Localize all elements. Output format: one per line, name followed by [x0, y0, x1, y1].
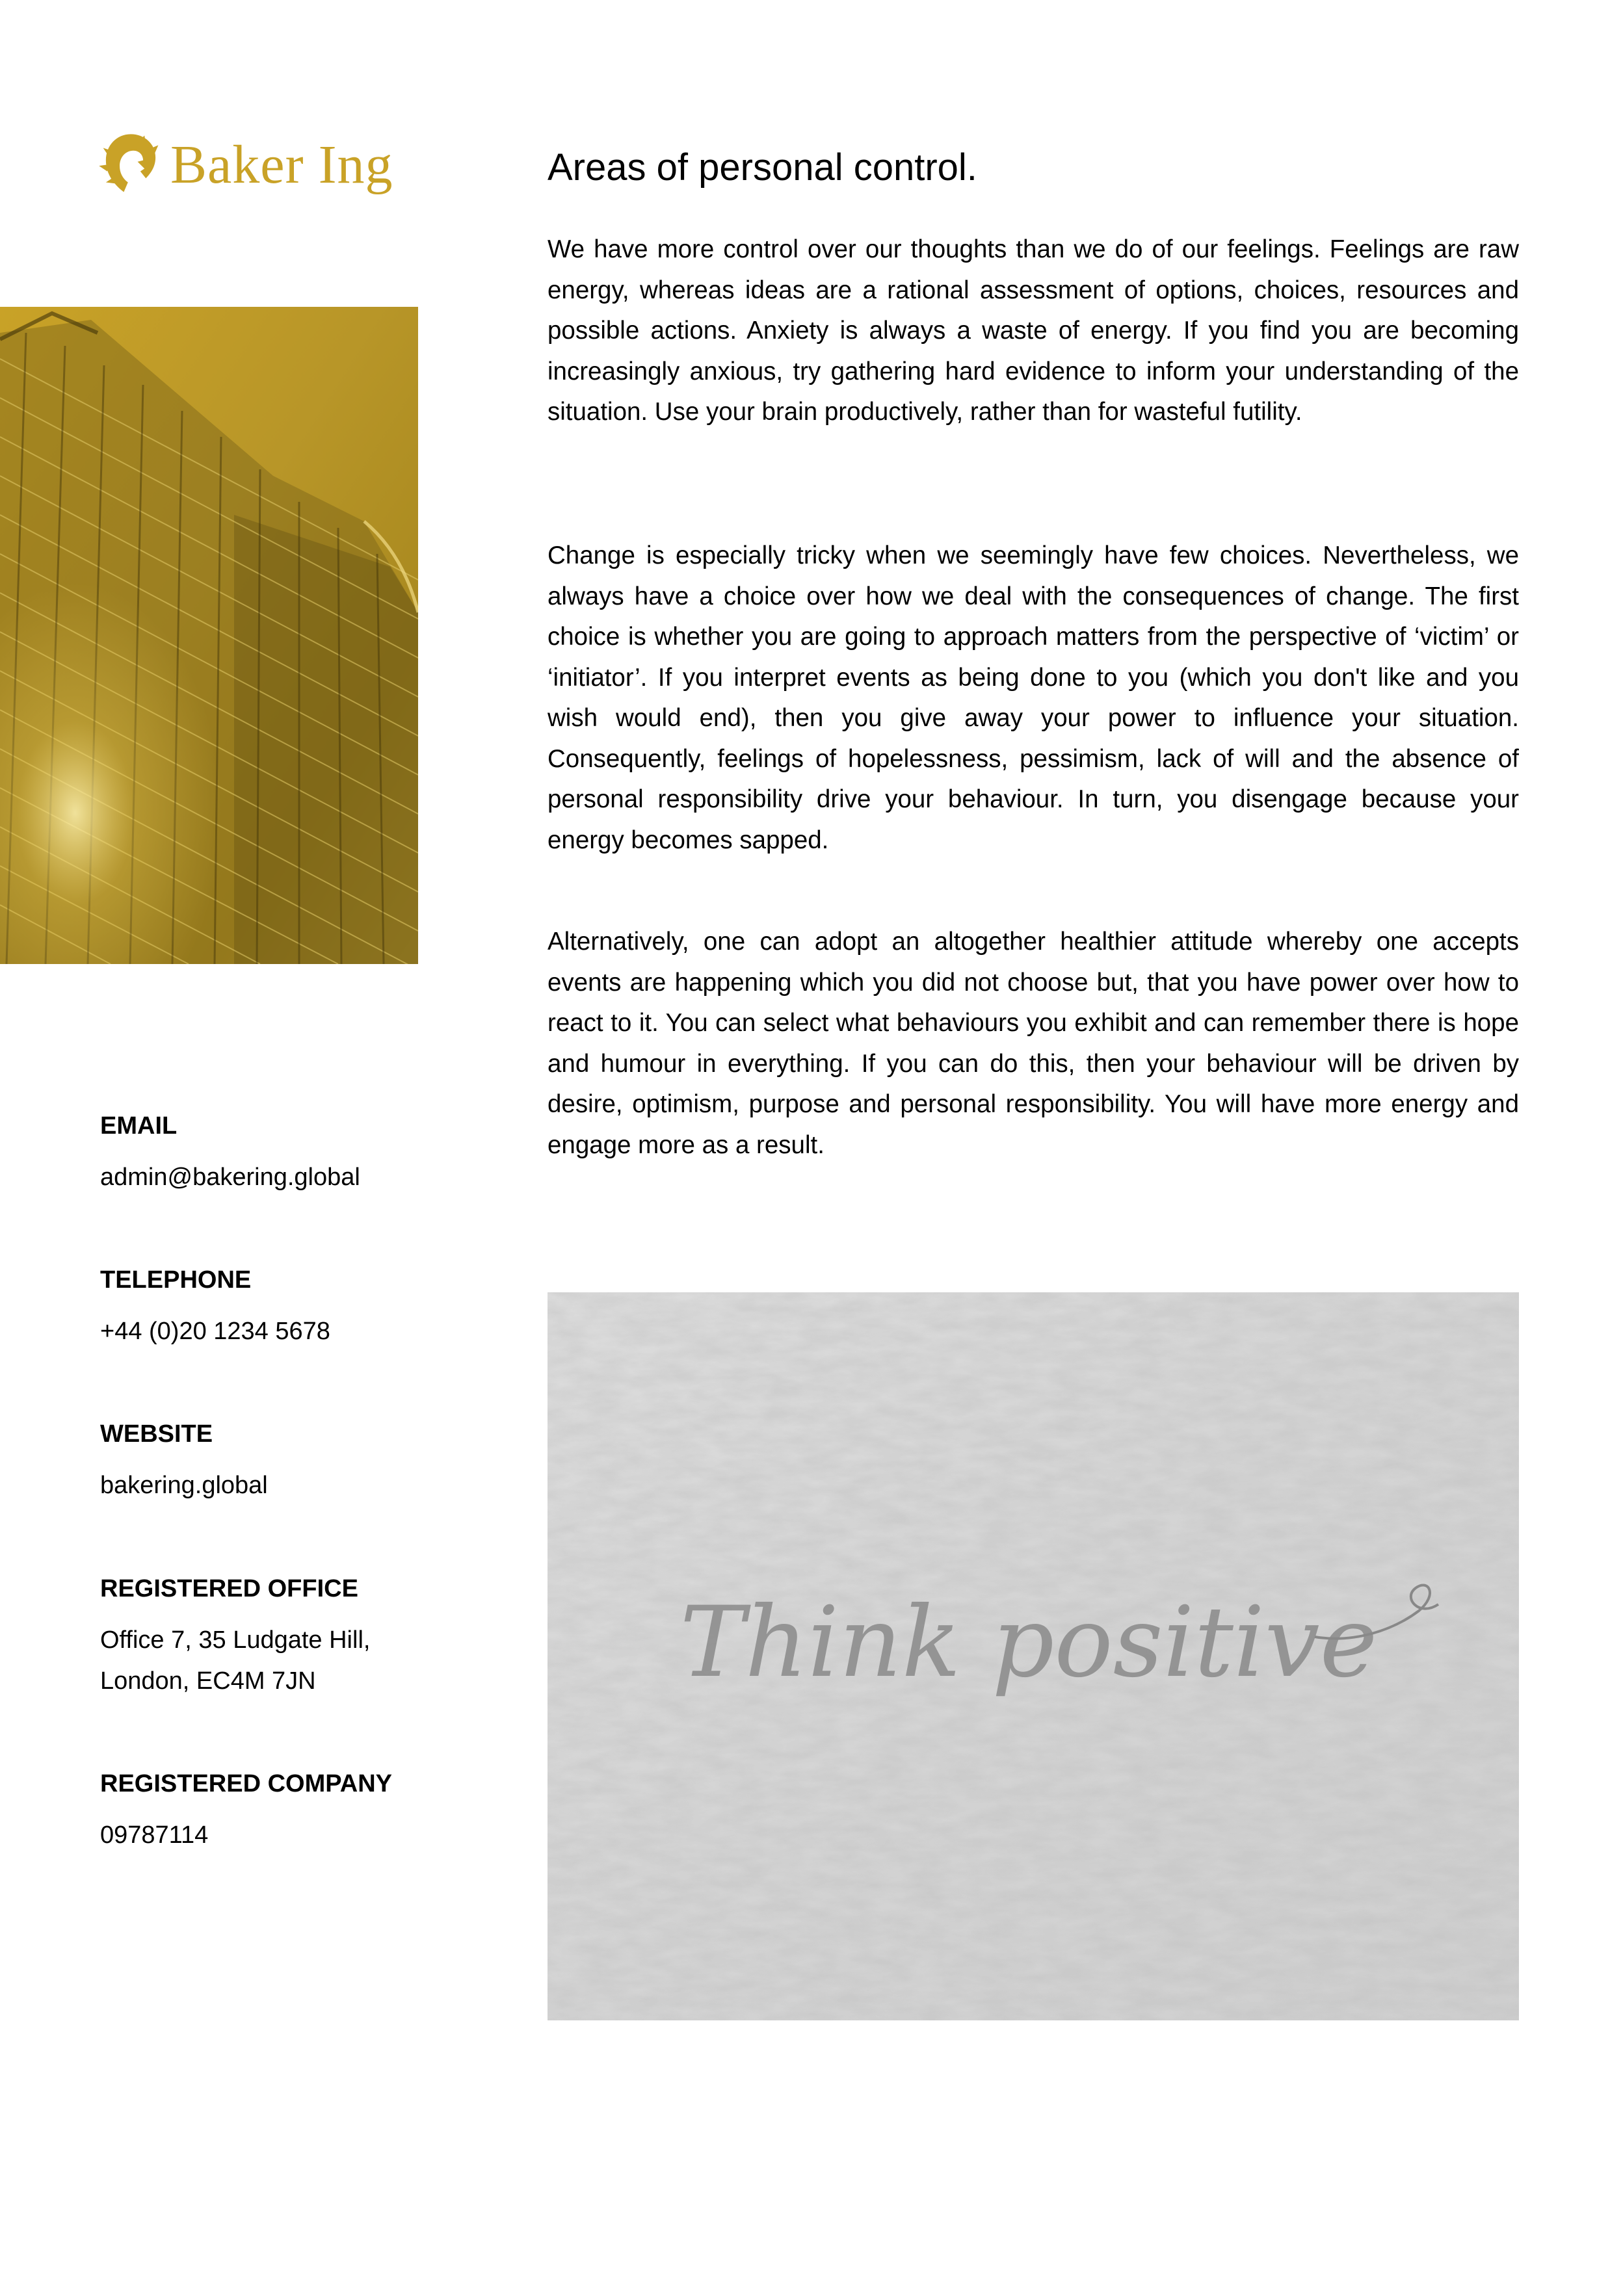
email-value[interactable]: admin@bakering.global	[100, 1164, 360, 1191]
office-address-line1: Office 7, 35 Ludgate Hill,	[100, 1626, 371, 1654]
website-label: WEBSITE	[100, 1420, 213, 1448]
website-value[interactable]: bakering.global	[100, 1472, 268, 1499]
think-positive-text: Think positive	[680, 1586, 1378, 1699]
paragraph-2: Change is especially tricky when we seemingly have few choices. Nevertheless, we always have a choice over how we deal with the consequences of change. The first choice is whether you are going to approach matters from the perspective of ‘victim’ or ‘initiator’. If you interpret events as being done to you (which you don't like and you wish would end), then you give away your power to influence your situation. Consequently, feelings of hopelessness, pessimism, lack of will and the absence of personal responsibility drive your behaviour. In turn, you disengage because your energy becomes sapped.	[548, 541, 1519, 854]
paragraph-3: Alternatively, one can adopt an altogether healthier attitude whereby one accepts events are happening which you did not choose but, that you have power over how to react to it. You can select what behaviours you exhibit and can remember there is hope and humour in everything. If you can do this, then your behaviour will be driven by desire, optimism, purpose and personal responsibility. You will have more energy and engage more as a result.	[548, 928, 1519, 1159]
paragraph-1: We have more control over our thoughts than we do of our feelings. Feelings are raw energy, whereas ideas are a rational assessment of options, choices, resources and possible actions. Anxiety is always a waste of energy. If you find you are becoming increasingly anxious, try gathering hard evidence to inform your understanding of the situation. Use your brain productively, rather than for wasteful futility.	[548, 235, 1519, 426]
brand-name: Baker Ing	[170, 134, 393, 195]
lion-head-icon	[96, 130, 165, 199]
building-photo	[0, 307, 418, 964]
office-label: REGISTERED OFFICE	[100, 1575, 358, 1602]
email-label: EMAIL	[100, 1112, 178, 1140]
company-number: 09787114	[100, 1821, 209, 1849]
company-block	[100, 1768, 392, 1856]
email-block	[100, 1110, 360, 1198]
office-address-line2: London, EC4M 7JN	[100, 1667, 316, 1695]
brand-logo	[96, 129, 393, 200]
company-label: REGISTERED COMPANY	[100, 1770, 393, 1797]
telephone-label: TELEPHONE	[100, 1266, 252, 1294]
telephone-block	[100, 1264, 330, 1352]
telephone-value[interactable]: +44 (0)20 1234 5678	[100, 1318, 330, 1345]
page-title: Areas of personal control.	[548, 146, 977, 189]
think-positive-photo	[548, 1292, 1519, 2020]
office-block	[100, 1573, 370, 1702]
website-block	[100, 1418, 268, 1506]
